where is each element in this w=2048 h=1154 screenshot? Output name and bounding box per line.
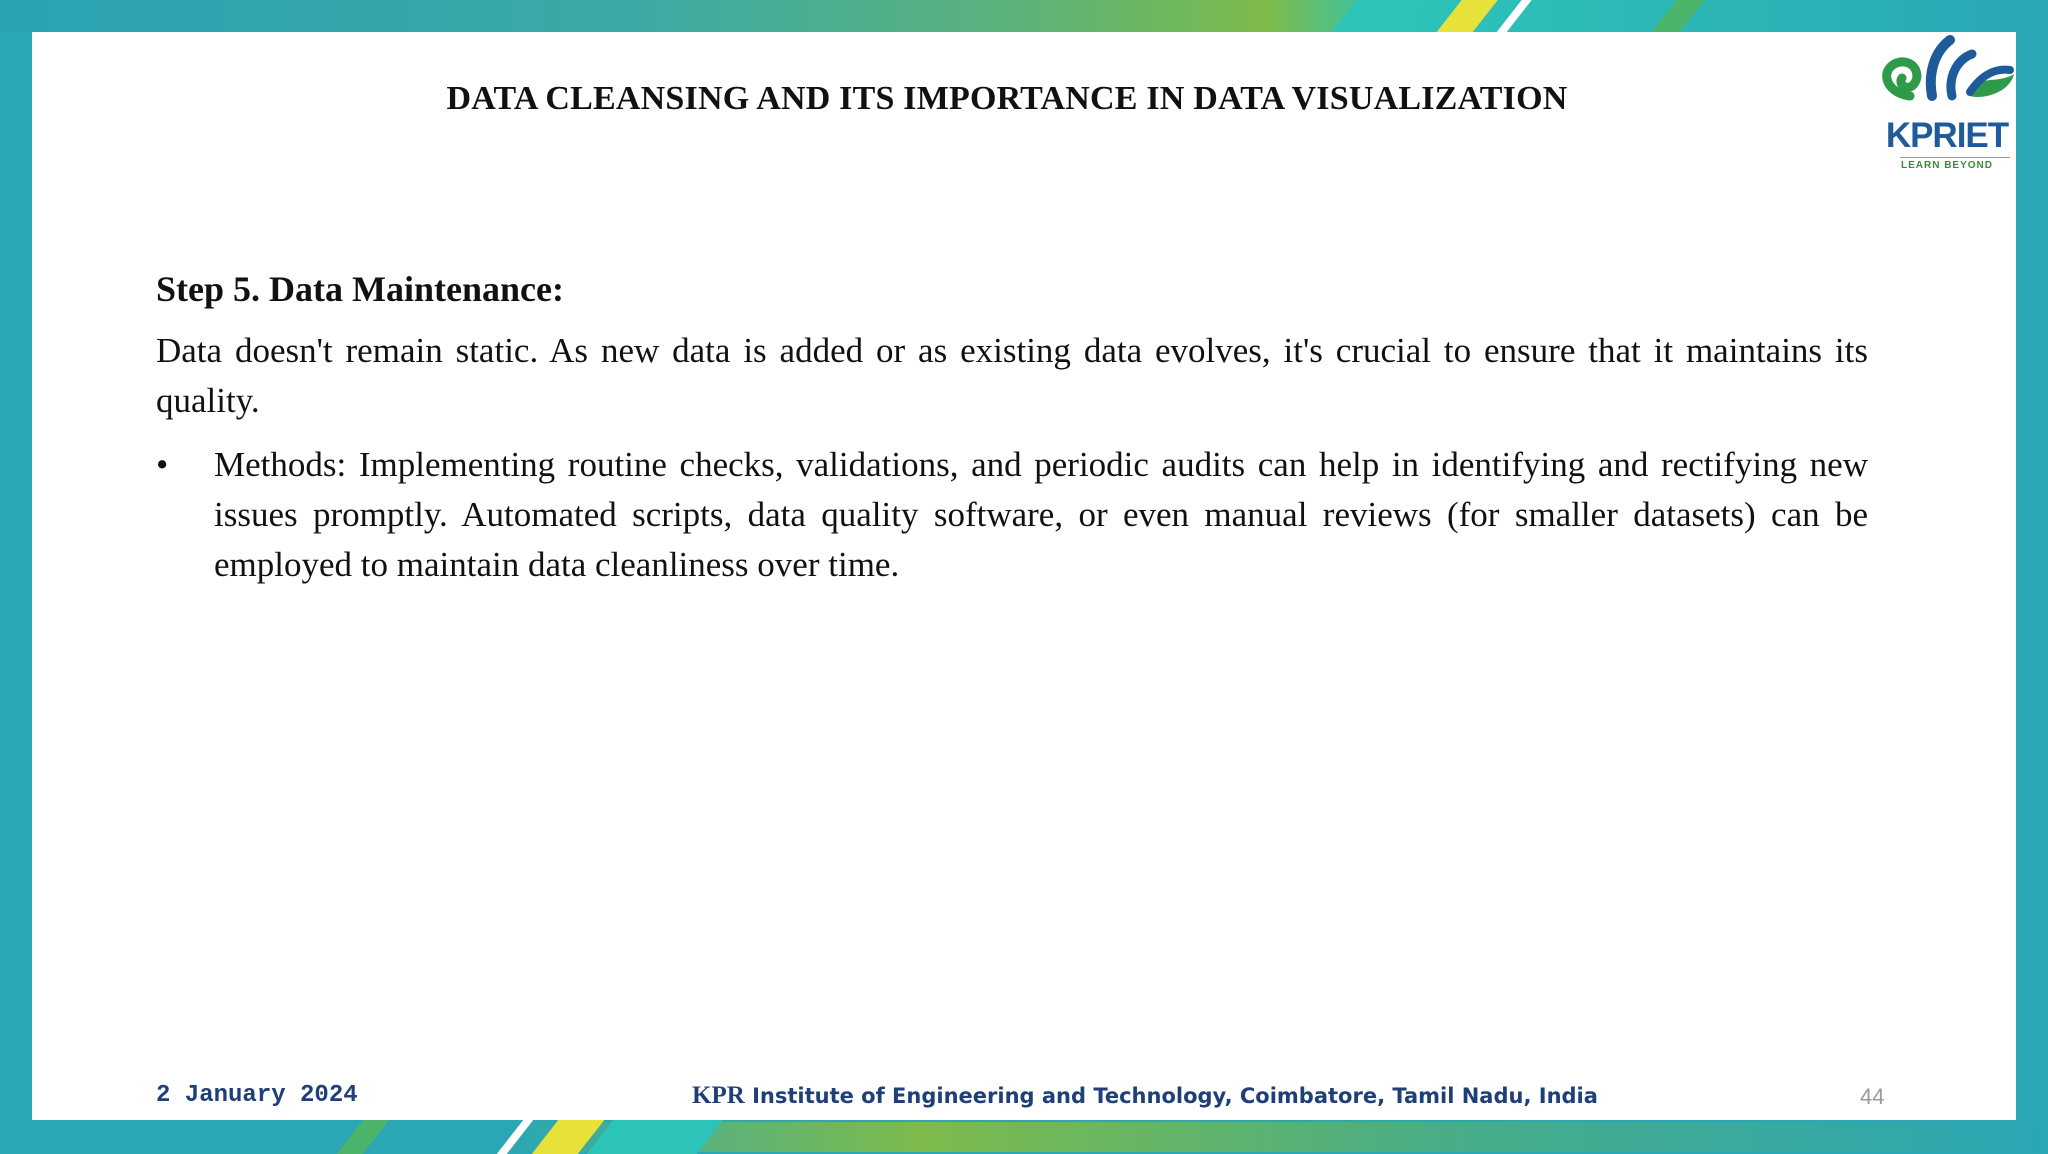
footer-date: 2 January 2024 <box>156 1082 358 1109</box>
top-border <box>0 0 2048 32</box>
slide-title: DATA CLEANSING AND ITS IMPORTANCE IN DATA VISUALIZATION <box>446 80 1568 117</box>
logo-divider <box>1900 157 2010 158</box>
slide-footer <box>32 1082 2016 1116</box>
bullet-icon: • <box>156 445 169 484</box>
slide-body <box>156 268 1868 590</box>
bullet-text: Methods: Implementing routine checks, validations, and periodic audits can help in identifying and rectifying new issues promptly. Automated scripts, data quality software, or even manual reviews (for smaller datasets) can be employed to maintain data cleanliness over time. <box>214 445 1868 584</box>
logo-tagline: LEARN BEYOND <box>1900 160 1993 171</box>
body-paragraph: Data doesn't remain static. As new data is added or as existing data evolves, it's crucial to ensure that it maintains its quality. <box>156 331 1868 420</box>
kpriet-logo <box>1872 34 2022 184</box>
page-number: 44 <box>1860 1084 1885 1109</box>
logo-emblem-icon <box>1872 34 2022 116</box>
bottom-border <box>0 1122 2048 1152</box>
section-heading: Step 5. Data Maintenance: <box>156 269 564 309</box>
bullet-item <box>156 440 1868 590</box>
footer-institution-abbr: KPR <box>692 1082 745 1109</box>
footer-institution-name: Institute of Engineering and Technology, Coimbatore, Tamil Nadu, India <box>744 1084 1598 1108</box>
logo-wordmark: KPRIET <box>1885 116 2009 155</box>
slide-canvas <box>32 32 2016 1120</box>
footer-institution <box>692 1082 1598 1110</box>
